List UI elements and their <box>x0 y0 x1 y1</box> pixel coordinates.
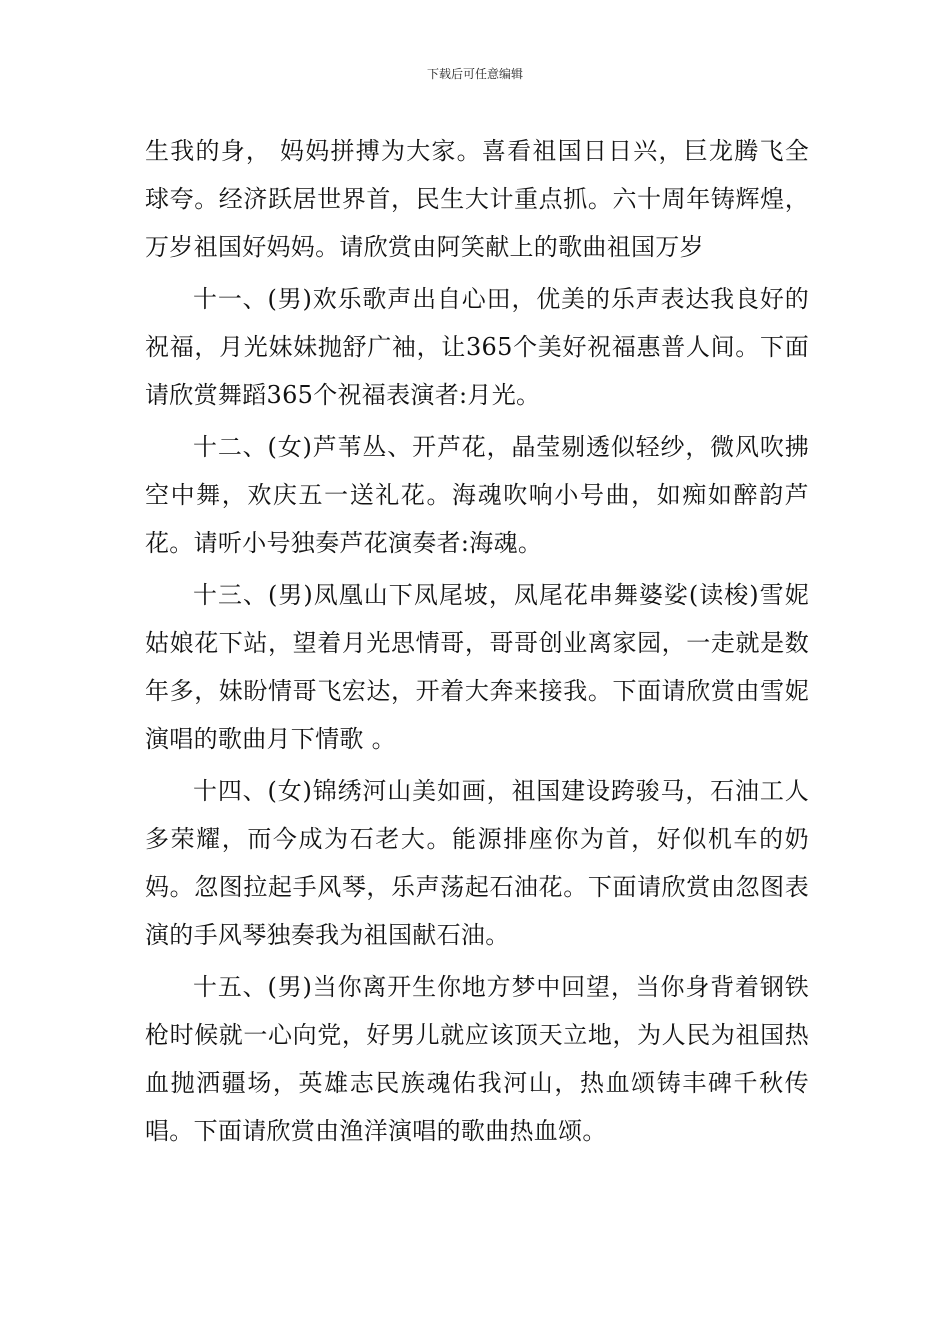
document-body <box>145 127 809 1155</box>
paragraph-4: 十三、(男)凤凰山下凤尾坡，凤尾花串舞婆娑(读梭)雪妮姑娘花下站，望着月光思情哥，哥哥创业离家园，一走就是数年多，妹盼情哥飞宏达，开着大奔来接我。下面请欣赏由雪妮演唱的歌曲月下情歌 。 <box>145 581 809 753</box>
paragraph-6: 十五、(男)当你离开生你地方梦中回望，当你身背着钢铁枪时候就一心向党，好男儿就应该顶天立地，为人民为祖国热血抛洒疆场，英雄志民族魂佑我河山，热血颂铸丰碑千秋传唱。下面请欣赏由渔洋演唱的歌曲热血颂。 <box>145 973 809 1145</box>
paragraph-5: 十四、(女)锦绣河山美如画，祖国建设跨骏马，石油工人多荣耀，而今成为石老大。能源排座你为首，好似机车的奶妈。忽图拉起手风琴，乐声荡起石油花。下面请欣赏由忽图表演的手风琴独奏我为祖国献石油。 <box>145 777 809 949</box>
paragraph-1: 生我的身， 妈妈拼搏为大家。喜看祖国日日兴，巨龙腾飞全球夸。经济跃居世界首，民生大计重点抓。六十周年铸辉煌，万岁祖国好妈妈。请欣赏由阿笑献上的歌曲祖国万岁 <box>145 137 809 261</box>
paragraph-3: 十二、(女)芦苇丛、开芦花，晶莹剔透似轻纱，微风吹拂空中舞，欢庆五一送礼花。海魂吹响小号曲，如痴如醉韵芦花。请听小号独奏芦花演奏者:海魂。 <box>145 433 809 557</box>
paragraph-2: 十一、(男)欢乐歌声出自心田，优美的乐声表达我良好的祝福，月光妹妹抛舒广袖，让365个美好祝福惠普人间。下面请欣赏舞蹈365个祝福表演者:月光。 <box>145 285 809 409</box>
page-header: 下载后可任意编辑 <box>426 67 523 81</box>
